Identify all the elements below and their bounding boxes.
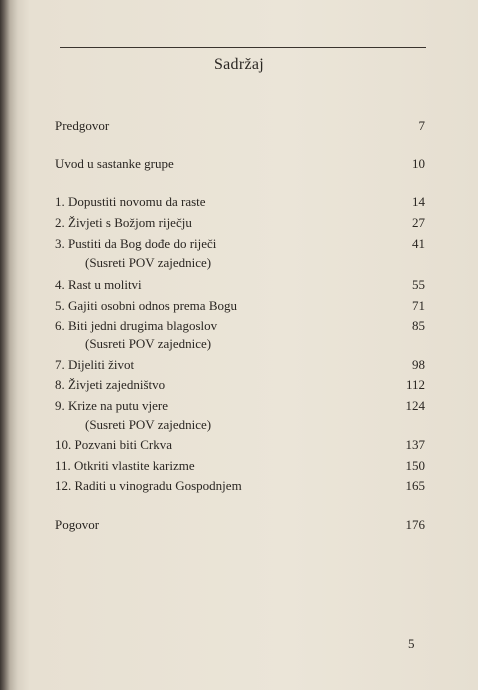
toc-entry-page: 27 (412, 215, 425, 230)
toc-subentry (55, 335, 425, 353)
toc-entry-label: (Susreti POV zajednice) (85, 336, 212, 351)
toc-entry (55, 193, 425, 211)
toc-entry (55, 457, 425, 475)
header-rule (60, 47, 426, 48)
toc-subentry (55, 254, 425, 272)
toc-entry-page: 85 (412, 318, 425, 333)
toc-entry-page: 137 (405, 437, 425, 452)
toc-entry-label: 8. Živjeti zajedništvo (55, 377, 166, 392)
toc-entry-label: Uvod u sastanke grupe (55, 156, 174, 171)
toc-entry-label: 3. Pustiti da Bog dođe do riječi (55, 236, 217, 251)
toc-entry-page: 112 (405, 377, 425, 392)
toc-entry-label: 1. Dopustiti novomu da raste (55, 194, 206, 209)
page-number: 5 (408, 636, 415, 651)
toc-entry-label: (Susreti POV zajednice) (85, 255, 212, 270)
toc-entry (55, 276, 425, 294)
toc-entry (55, 155, 425, 173)
toc-entry-page: 150 (405, 458, 425, 473)
toc-entry (55, 235, 425, 253)
toc-entry (55, 356, 425, 374)
toc-entry-label: 7. Dijeliti život (55, 357, 135, 372)
toc-entry-label: (Susreti POV zajednice) (85, 417, 212, 432)
toc-entry-label: Pogovor (55, 517, 100, 532)
toc-entry (55, 397, 425, 415)
toc-entry (55, 477, 425, 495)
toc-entry-page: 41 (412, 236, 425, 251)
toc-entry-page: 55 (412, 277, 425, 292)
toc-entry (55, 436, 425, 454)
toc-entry-page: 10 (412, 156, 425, 171)
toc-entry-page: 165 (405, 478, 425, 493)
toc-entry (55, 117, 425, 135)
toc-entry (55, 297, 425, 315)
toc-entry-label: 4. Rast u molitvi (55, 277, 142, 292)
toc-entry (55, 214, 425, 232)
toc-entry-label: 2. Živjeti s Božjom riječju (55, 215, 192, 230)
toc-entry-page: 14 (412, 194, 425, 209)
toc-entry-page: 98 (412, 357, 425, 372)
toc-entry-label: 10. Pozvani biti Crkva (55, 437, 172, 452)
toc-entry-label: 5. Gajiti osobni odnos prema Bogu (55, 298, 237, 313)
toc-entry (55, 516, 425, 534)
toc-entry-page: 71 (412, 298, 425, 313)
page-title: Sadržaj (213, 56, 265, 73)
toc-entry-page: 7 (418, 118, 425, 133)
toc-entry (55, 317, 425, 335)
toc-entry-page: 124 (405, 398, 425, 413)
toc-entry-label: 11. Otkriti vlastite karizme (55, 458, 195, 473)
toc-entry-label: 6. Biti jedni drugima blagoslov (55, 318, 218, 333)
toc-entry-page: 176 (405, 517, 425, 532)
toc-entry-label: 12. Raditi u vinogradu Gospodnjem (55, 478, 242, 493)
toc-entry-label: 9. Krize na putu vjere (55, 398, 168, 413)
toc-subentry (55, 416, 425, 434)
toc-entry (55, 376, 425, 394)
toc-entry-label: Predgovor (55, 118, 110, 133)
